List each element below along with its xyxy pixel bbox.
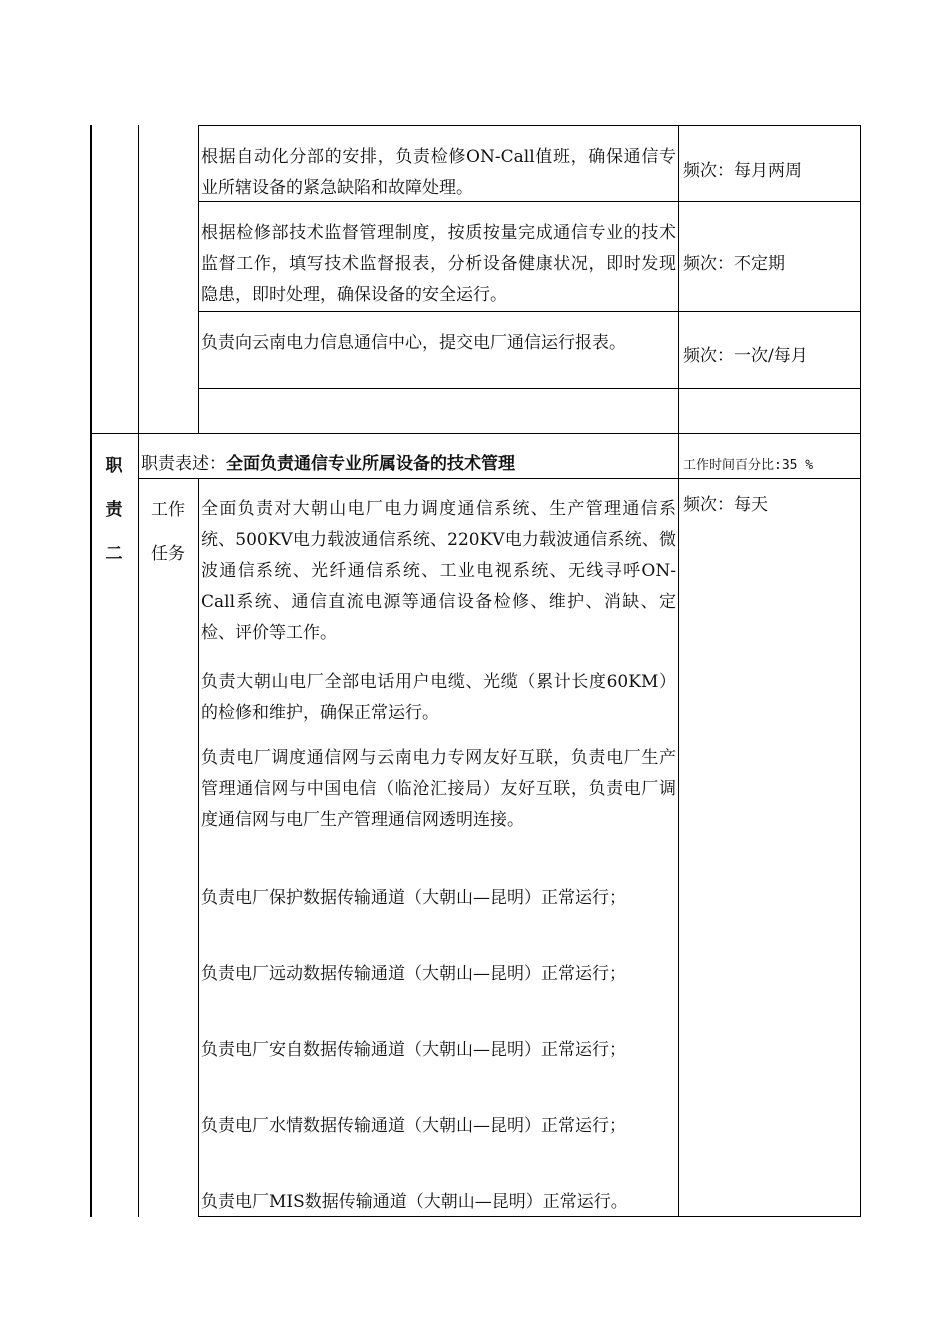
task-item-6: 负责电厂安自数据传输通道（大朝山—昆明）正常运行； — [201, 1040, 626, 1060]
top-row-3-text: 负责向云南电力信息通信中心，提交电厂通信运行报表。 — [201, 333, 626, 353]
top-row-3-freq: 频次：一次/每月 — [683, 346, 808, 366]
table-col-line-1 — [138, 125, 139, 1217]
table-col-line-2-bottom — [198, 478, 199, 1217]
top-row-2-text: 根据检修部技术监督管理制度，按质按量完成通信专业的技术监督工作，填写技术监督报表，分析设备健康状况，即时发现隐患，即时处理，确保设备的安全运行。 — [201, 223, 676, 305]
duty-description-prefix: 职责表述： — [141, 454, 226, 474]
task-label-char-1: 工作 — [151, 500, 185, 520]
task-item-1: 全面负责对大朝山电厂电力调度通信系统、生产管理通信系统、500KV电力载波通信系统、220KV电力载波通信系统、微波通信系统、光纤通信系统、工业电视系统、无线寻呼ON-Call系统、通信直流电源等通信设备检修、维护、消缺、定检、评价等工作。 — [201, 499, 676, 643]
top-row-1-freq: 频次：每月两周 — [683, 161, 802, 181]
top-row-1-text: 根据自动化分部的安排，负责检修ON-Call值班，确保通信专业所辖设备的紧急缺陷和故障处理。 — [201, 147, 676, 198]
table-col-line-3 — [678, 125, 679, 1217]
row-line-2 — [198, 311, 861, 312]
table-border-left — [90, 125, 92, 1217]
task-label-char-2: 任务 — [151, 544, 185, 564]
row-line-3 — [198, 388, 861, 389]
task-item-7: 负责电厂水情数据传输通道（大朝山—昆明）正常运行； — [201, 1116, 626, 1136]
section-divider — [90, 433, 861, 434]
task-item-8: 负责电厂MIS数据传输通道（大朝山—昆明）正常运行。 — [201, 1192, 628, 1212]
task-item-3: 负责电厂调度通信网与云南电力专网友好互联，负责电厂生产管理通信网与中国电信（临沧汇接局）友好互联，负责电厂调度通信网与电厂生产管理通信网透明连接。 — [201, 748, 676, 830]
task-item-5: 负责电厂远动数据传输通道（大朝山—昆明）正常运行； — [201, 964, 626, 984]
time-percent: 工作时间百分比:35 % — [683, 458, 814, 473]
duty-label-char-1: 职 — [105, 456, 123, 476]
row-line-top — [198, 125, 861, 126]
duty-description — [141, 449, 515, 480]
table-col-line-2-top — [198, 125, 199, 433]
task-item-2: 负责大朝山电厂全部电话用户电缆、光缆（累计长度60KM）的检修和维护，确保正常运行。 — [201, 672, 676, 723]
duty2-freq: 频次：每天 — [683, 495, 768, 515]
duty-description-title: 全面负责通信专业所属设备的技术管理 — [226, 454, 515, 474]
duty-label-char-3: 二 — [105, 544, 123, 564]
table-border-right — [860, 125, 861, 1217]
top-row-2-freq: 频次：不定期 — [683, 254, 785, 274]
duty-label-char-2: 责 — [105, 500, 123, 520]
task-item-4: 负责电厂保护数据传输通道（大朝山—昆明）正常运行； — [201, 888, 626, 908]
